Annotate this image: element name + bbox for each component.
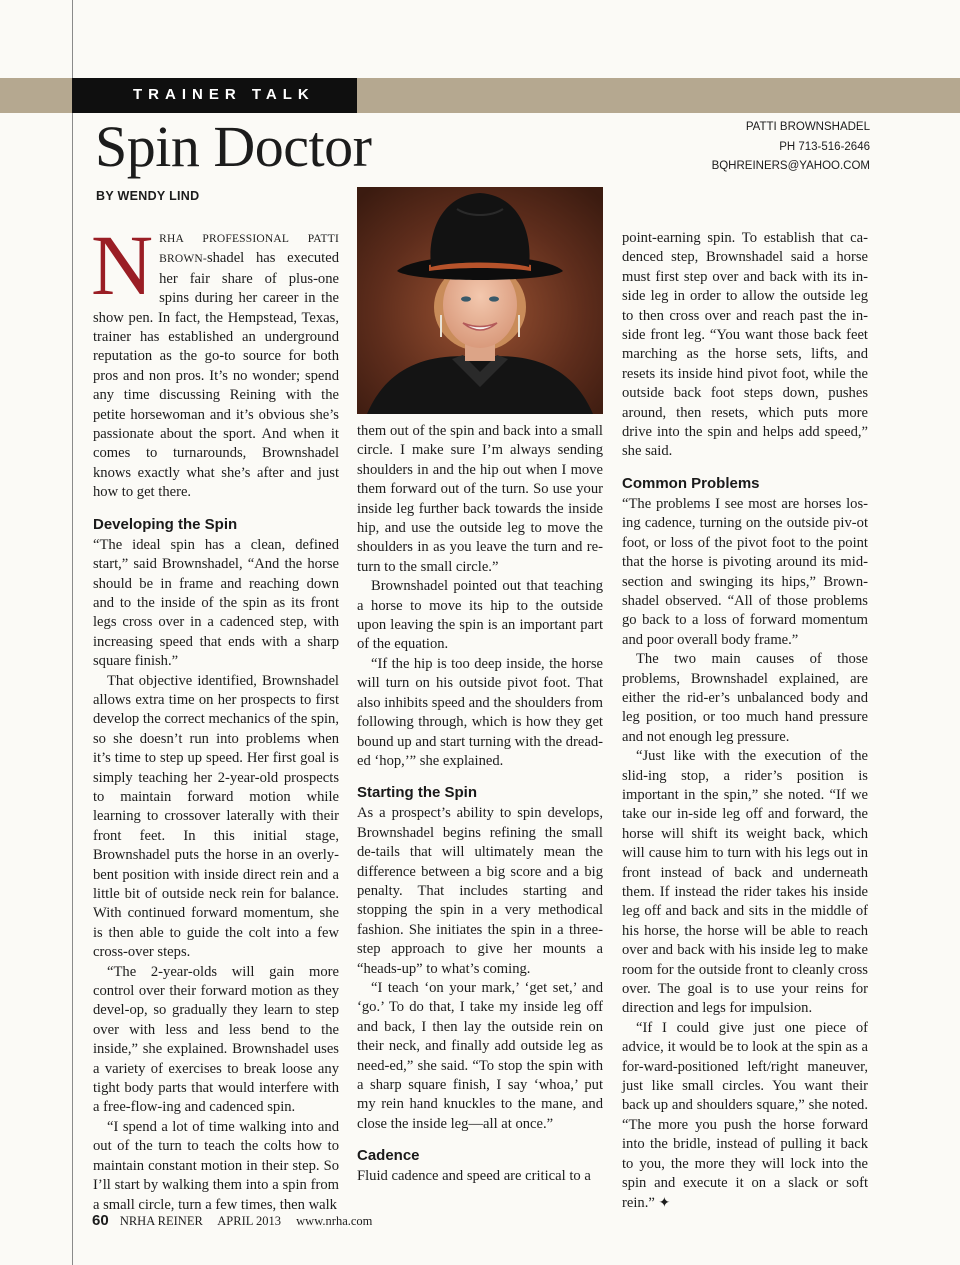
paragraph: Brownshadel pointed out that teaching a horse to move its hip to the outside upon leaving the spin is an important part of the equation.	[357, 578, 603, 653]
contact-name: PATTI BROWNSHADEL	[745, 121, 870, 133]
paragraph: “I teach ‘on your mark,’ ‘get set,’ and ‘go.’ To do that, I take my inside leg off and back, I then lay the outside rein on their neck, and finally add outside leg as need-ed,” she said. “To stop the spin with a sharp square finish, I say ‘whoa,’ put my rein hand knuckles to the mane, and close the inside leg—all at once.”	[357, 979, 603, 1132]
end-mark-icon: ✦	[658, 1194, 671, 1211]
final-text: “If I could give just one piece of advice, it would be to look at the spin as a for-ward-positioned left/right maneuver, just like small circles. You want their back up and shoulders square,” she noted. “The more you push the horse forward into the bridle, instead of pulling it back to you, the more they will lock into the spin and execute it on a slack or soft rein.”	[622, 1019, 868, 1211]
portrait-illustration	[357, 187, 603, 414]
paragraph: “The problems I see most are horses los-ing cadence, turning on the outside piv-ot foot, or loss of the pivot foot to the point that the horse is pivoting around its mid-section and swinging its hips,” Brown-shadel observed. “All of those problems go back to a loss of forward momentum and poor overall body frame.”	[622, 495, 868, 648]
paragraph: As a prospect’s ability to spin develops, Brownshadel begins refining the small de-tails that will ultimately mean the difference between a big score and a big penalty. That includes starting and stopping the spin in a very methodical fashion. She initiates the spin in a three-step approach to give her mounts a “heads-up” to what’s coming.	[357, 805, 603, 977]
contact-email: BQHREINERS@YAHOO.COM	[711, 160, 870, 172]
issue-date: APRIL 2013	[217, 1214, 282, 1228]
intro-paragraph	[91, 217, 339, 503]
heading-common-problems: Common Problems	[622, 474, 760, 492]
heading-developing-the-spin: Developing the Spin	[93, 515, 238, 533]
paragraph: them out of the spin and back into a small circle. I make sure I’m always sending shoulders in and the hip out when I move them forward out of the turn. So use your inside leg further back towards the inside hip, and use the outside leg to move the shoulders in as you leave the turn and re-turn to the small circle.”	[357, 423, 603, 575]
lead-in: RHA PROFESSIONAL PATTI BROWN-	[159, 233, 339, 266]
byline: BY WENDY LIND	[96, 189, 200, 203]
website-link[interactable]: www.nrha.com	[296, 1214, 373, 1228]
paragraph	[622, 1019, 868, 1213]
section-label: TRAINER TALK	[133, 86, 315, 103]
article-column-1	[91, 217, 339, 1215]
paragraph: The two main causes of those problems, Brownshadel explained, are either the rid-er’s unbalanced body and leg position, or too much hand pressure and not enough leg pressure.	[622, 651, 868, 745]
article-column-3	[622, 229, 868, 1213]
paragraph: “If the hip is too deep inside, the horse will turn on his outside pivot foot. That also inhibits speed and the shoulders from following through, which is how they get bound up and start turning with the dread-ed ‘hop,’” she explained.	[357, 655, 604, 769]
heading-starting-the-spin: Starting the Spin	[357, 784, 477, 802]
intro-text: shadel has executed her fair share of plus-one spins during her career in the show pen. In fact, the Hempstead, Texas, trainer has established an underground reputation as the go-to source for both pros and non pros. It’s no wonder; spend any time discussing Reining with the petite horsewoman and it’s obvious she’s passionate about the sport. And when it comes to turnarounds, Brownshadel knows exactly what she’s after and just how to get there.	[93, 250, 339, 501]
trainer-contact	[712, 118, 870, 177]
publication-name: NRHA REINER	[119, 1214, 203, 1228]
paragraph: “Just like with the execution of the slid-ing stop, a rider’s position is important in the spin,” she noted. “If we take our in-side leg off and forward, the horse will shift its weight back, which will cause him to turn with his legs out in front instead of back and underneath them. If instead the rider takes his inside leg off and back and sits in the middle of his horse, the horse will be able to reach over and back with his inside leg to make room for the outside front to cleanly cross over. The goal is to use your reins for direction and legs for impulsion.	[622, 748, 868, 1017]
contact-phone: PH 713-516-2646	[779, 140, 870, 153]
article-column-2	[357, 422, 603, 1187]
drop-cap: N	[91, 217, 154, 313]
page-number: 60	[92, 1212, 109, 1229]
paragraph: “The ideal spin has a clean, defined start,” said Brownshadel, “And the horse should be in frame and reaching down and to the inside of the spin as its front legs cross over in a cadenced step, with increasing speed that ends with a sharp square finish.”	[93, 536, 339, 670]
paragraph: That objective identified, Brownshadel allows extra time on her prospects to first develop the correct mechanics of the spin, so she doesn’t run into problems when it’s time to step up speed. Her first goal is simply teaching her 2-year-old prospects to maintain forward motion while learning to crossover laterally with their front feet. In this initial stage, Brownshadel puts the horse in an overly-bent position with inside direct rein and a little bit of outside neck rein for balance. With continued forward momentum, she is then able to guide the colt into a few cross-over steps.	[93, 672, 339, 961]
page-margin-rule	[72, 0, 73, 1265]
trainer-photo	[357, 187, 603, 414]
paragraph: “The 2-year-olds will gain more control over their forward motion as they devel-op, so gradually they learn to step over with less and less bend to the inside,” she explained. Brownshadel uses a variety of exercises to break loose any tight body parts that would interfere with a free-flow-ing and cadenced spin.	[93, 963, 339, 1116]
article-title: Spin Doctor	[95, 114, 372, 179]
heading-cadence: Cadence	[357, 1147, 420, 1165]
paragraph: “I spend a lot of time walking into and out of the turn to teach the colts how to maintain constant motion in their step. So I’ll start by walking them into a spin from a small circle, turn a few times, then walk	[93, 1118, 339, 1213]
paragraph: Fluid cadence and speed are critical to a	[357, 1168, 591, 1185]
paragraph: point-earning spin. To establish that ca-denced step, Brownshadel said a horse must first step over and back with its in-side leg in order to allow the outside leg to then cross over and reach past the in-side front leg. “You want those back feet marching as the horse sets, lifts, and resets its inside hind pivot foot, while the outside back foot steps down, pushes around, then resets, which puts more drive into the spin and helps add speed,” she said.	[622, 230, 868, 460]
page-footer	[92, 1212, 372, 1229]
